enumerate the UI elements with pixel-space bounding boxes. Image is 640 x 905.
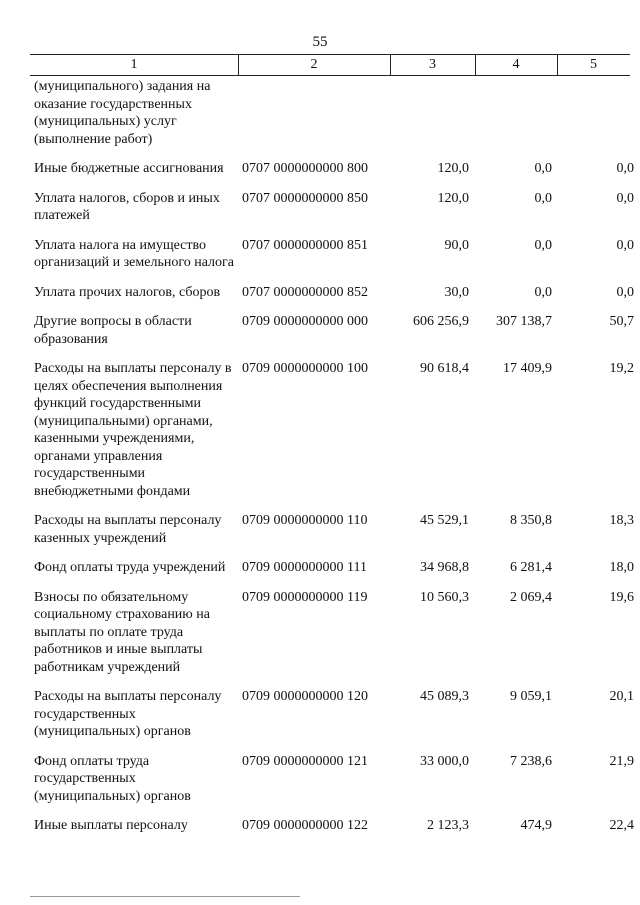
row-percent: 21,9 [609,753,634,769]
row-name: Уплата налога на имущество организаций и земельного налога [34,237,234,270]
row-plan: 45 089,3 [420,689,469,704]
row-name: Иные выплаты персоналу [34,818,188,833]
row-percent: 19,2 [609,361,634,376]
row-plan: 34 968,8 [420,560,469,575]
row-actual: 2 069,4 [510,589,552,605]
row-percent: 0,0 [616,161,634,176]
row-plan: 10 560,3 [420,589,469,605]
row-name: Расходы на выплаты персоналу в целях обеспечения выполнения функций государственными (муниципальными) органами, казенными учреждениями, органами управления государственными внебюджетными фондами [34,361,232,499]
row-percent: 0,0 [616,190,634,206]
table-header [30,54,630,76]
row-code: 0709 0000000000 120 [242,689,368,704]
row-plan: 30,0 [444,284,469,300]
table-row [34,313,634,348]
row-name: Расходы на выплаты персоналу государственных (муниципальных) органов [34,689,222,739]
row-code: 0709 0000000000 121 [242,753,368,769]
row-percent: 50,7 [609,314,634,329]
row-code: 0709 0000000000 119 [242,589,368,605]
row-percent: 18,3 [609,513,634,528]
row-plan: 120,0 [437,161,469,176]
header-col-3: 3 [429,57,436,72]
row-plan: 90 618,4 [420,361,469,376]
table-row [34,78,634,148]
table-row [34,284,634,302]
row-plan: 90,0 [444,237,469,253]
row-actual: 6 281,4 [510,560,552,575]
row-name: Фонд оплаты труда учреждений [34,560,226,575]
row-actual: 307 138,7 [496,314,552,329]
row-percent: 19,6 [609,589,634,605]
row-code: 0707 0000000000 850 [242,190,368,206]
row-code: 0707 0000000000 800 [242,161,368,176]
row-percent: 0,0 [616,237,634,253]
row-code: 0709 0000000000 122 [242,818,368,833]
table-row [34,753,634,806]
row-code: 0709 0000000000 111 [242,560,367,575]
row-actual: 0,0 [534,161,552,176]
row-percent: 20,1 [609,689,634,704]
table-row [34,190,634,225]
header-col-5: 5 [590,57,597,72]
row-plan: 33 000,0 [420,753,469,769]
row-name: Фонд оплаты труда государственных (муниципальных) органов [34,753,191,804]
table-row [34,512,634,547]
row-plan: 120,0 [437,190,469,206]
table-row [34,589,634,677]
header-col-1: 1 [130,57,138,72]
row-percent: 0,0 [616,284,634,300]
row-actual: 7 238,6 [510,753,552,769]
row-plan: 606 256,9 [413,314,469,329]
header-col-2: 2 [310,57,318,72]
row-actual: 0,0 [534,284,552,300]
table-row [34,817,634,835]
row-code: 0709 0000000000 000 [242,314,368,329]
row-name: Взносы по обязательному социальному страхованию на выплаты по оплате труда работников и иные выплаты работникам учреждений [34,589,210,675]
row-actual: 17 409,9 [503,361,552,376]
bottom-rule [30,896,300,897]
row-name: Иные бюджетные ассигнования [34,161,224,176]
row-plan: 2 123,3 [427,818,469,833]
row-percent: 22,4 [609,818,634,833]
row-name: Уплата налогов, сборов и иных платежей [34,190,220,223]
row-name: (муниципального) задания на оказание государственных (муниципальных) услуг (выполнение работ) [34,79,211,147]
row-code: 0709 0000000000 100 [242,361,368,376]
header-col-4: 4 [512,57,520,72]
table-row [34,237,634,272]
row-percent: 18,0 [609,560,634,575]
row-code: 0707 0000000000 852 [242,284,368,300]
row-actual: 8 350,8 [510,513,552,528]
row-code: 0707 0000000000 851 [242,237,368,253]
row-actual: 0,0 [534,190,552,206]
row-name: Расходы на выплаты персоналу казенных учреждений [34,513,222,546]
row-name: Другие вопросы в области образования [34,314,192,347]
table-row [34,160,634,178]
row-actual: 0,0 [534,237,552,253]
table-row [34,360,634,500]
row-name: Уплата прочих налогов, сборов [34,284,221,300]
row-plan: 45 529,1 [420,513,469,528]
row-code: 0709 0000000000 110 [242,513,368,528]
table-row [34,559,634,577]
table-body [34,78,634,847]
row-actual: 474,9 [520,818,552,833]
row-actual: 9 059,1 [510,689,552,704]
table-row [34,688,634,741]
page-number: 55 [312,34,328,50]
